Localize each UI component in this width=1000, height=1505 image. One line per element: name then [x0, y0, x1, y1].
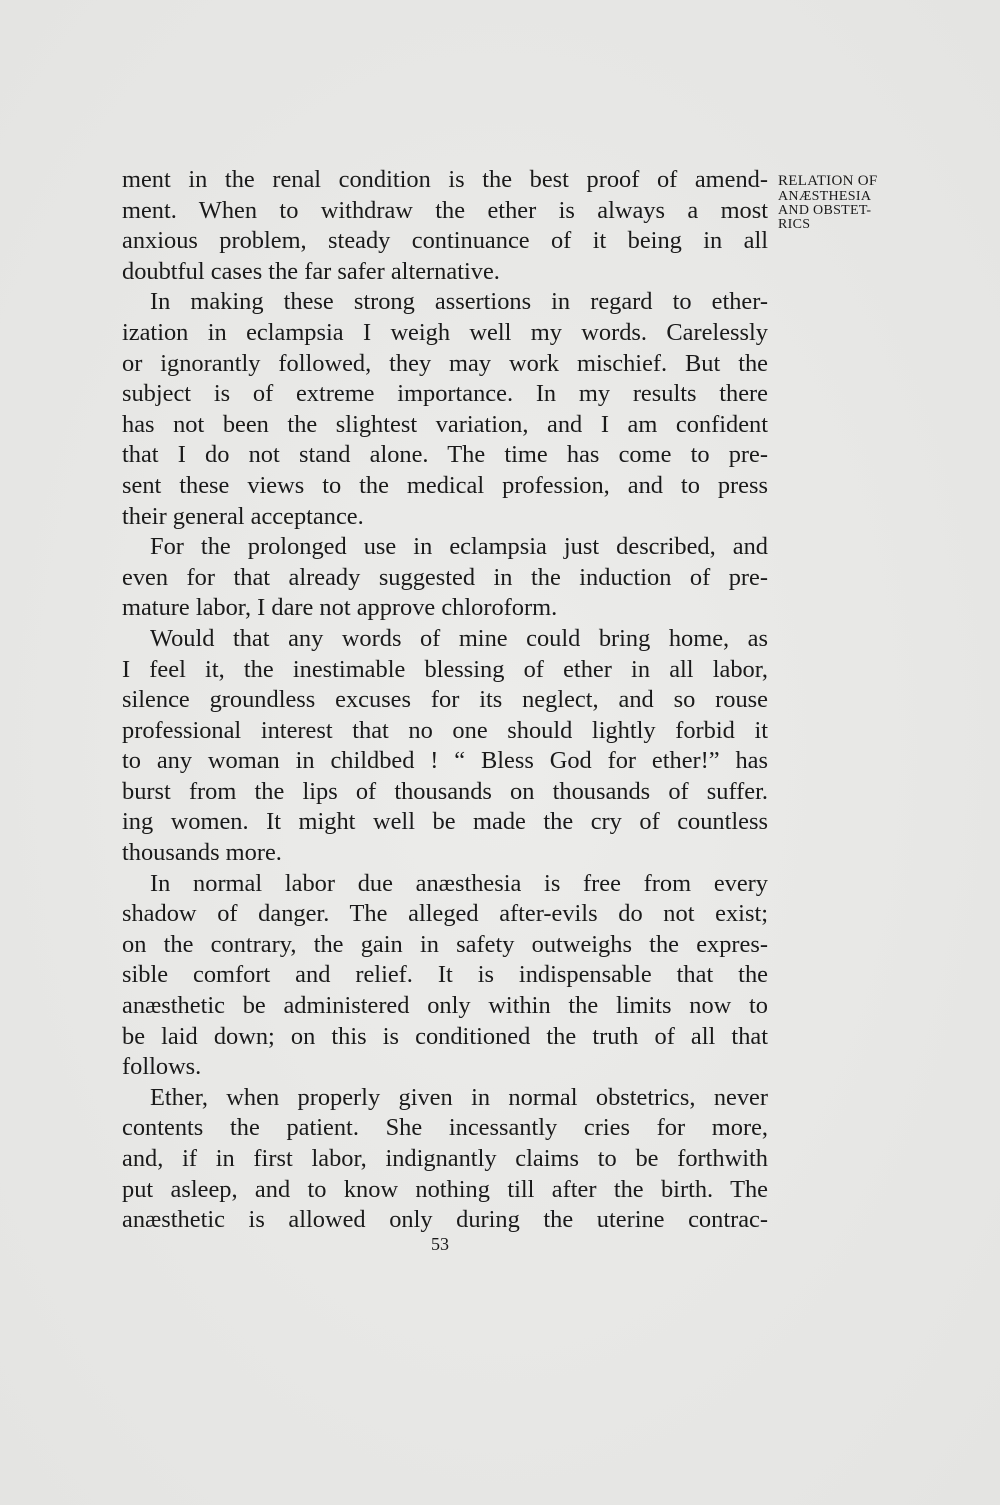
text-line: even for that already suggested in the induction of pre- [122, 563, 768, 591]
text-line: on the contrary, the gain in safety outweighs the expres- [122, 930, 768, 958]
text-line: anæsthetic is allowed only during the uterine contrac- [122, 1206, 768, 1234]
text-line: Would that any words of mine could bring home, as [150, 624, 768, 652]
text-line: put asleep, and to know nothing till after the birth. The [122, 1175, 768, 1203]
text-line: mature labor, I dare not approve chloroform. [122, 594, 558, 622]
text-line: shadow of danger. The alleged after-evils do not exist; [122, 900, 768, 928]
page-number: 53 [431, 1234, 449, 1254]
text-line: to any woman in childbed ! “ Bless God for ether!” has [122, 747, 768, 775]
text-line: In making these strong assertions in regard to ether- [150, 288, 768, 316]
text-line: ization in eclampsia I weigh well my words. Carelessly [122, 318, 768, 346]
marginal-note [778, 172, 938, 232]
marginal-note-line: RELATION OF [778, 173, 878, 189]
text-line: burst from the lips of thousands on thousands of suffer. [122, 777, 768, 805]
text-line: sent these views to the medical profession, and to press [122, 471, 768, 499]
text-line: professional interest that no one should lightly forbid it [122, 716, 768, 744]
marginal-note-line: RICS [778, 217, 811, 232]
text-line: In normal labor due anæsthesia is free from every [150, 869, 768, 897]
marginal-note-line: AND OBSTET- [778, 203, 872, 218]
text-line: For the prolonged use in eclampsia just described, and [150, 533, 768, 561]
text-line: ing women. It might well be made the cry of countless [122, 808, 768, 836]
text-line: anæsthetic be administered only within the limits now to [122, 992, 768, 1020]
body-text [122, 165, 768, 1236]
text-line: has not been the slightest variation, and I am confident [122, 410, 768, 438]
text-line: and, if in first labor, indignantly claims to be forthwith [122, 1145, 768, 1172]
text-line: doubtful cases the far safer alternative. [122, 257, 500, 285]
text-line: be laid down; on this is conditioned the truth of all that [122, 1022, 768, 1050]
text-line: contents the patient. She incessantly cries for more, [122, 1114, 768, 1142]
marginal-note-line: ANÆSTHESIA [778, 189, 872, 204]
text-line: ment. When to withdraw the ether is always a most [122, 196, 768, 224]
text-line: thousands more. [122, 839, 282, 867]
text-line: sible comfort and relief. It is indispensable that the [122, 961, 768, 989]
text-line: ment in the renal condition is the best proof of amend- [122, 166, 768, 193]
text-line: or ignorantly followed, they may work mischief. But the [122, 349, 768, 377]
text-line: Ether, when properly given in normal obstetrics, never [150, 1083, 768, 1111]
text-line: silence groundless excuses for its neglect, and so rouse [122, 686, 768, 714]
text-line: subject is of extreme importance. In my results there [122, 380, 768, 408]
text-line: I feel it, the inestimable blessing of ether in all labor, [122, 655, 768, 683]
text-line: anxious problem, steady continuance of it being in all [122, 227, 768, 255]
text-line: that I do not stand alone. The time has come to pre- [122, 441, 768, 469]
text-line: their general acceptance. [122, 502, 364, 530]
text-line: follows. [122, 1053, 202, 1081]
